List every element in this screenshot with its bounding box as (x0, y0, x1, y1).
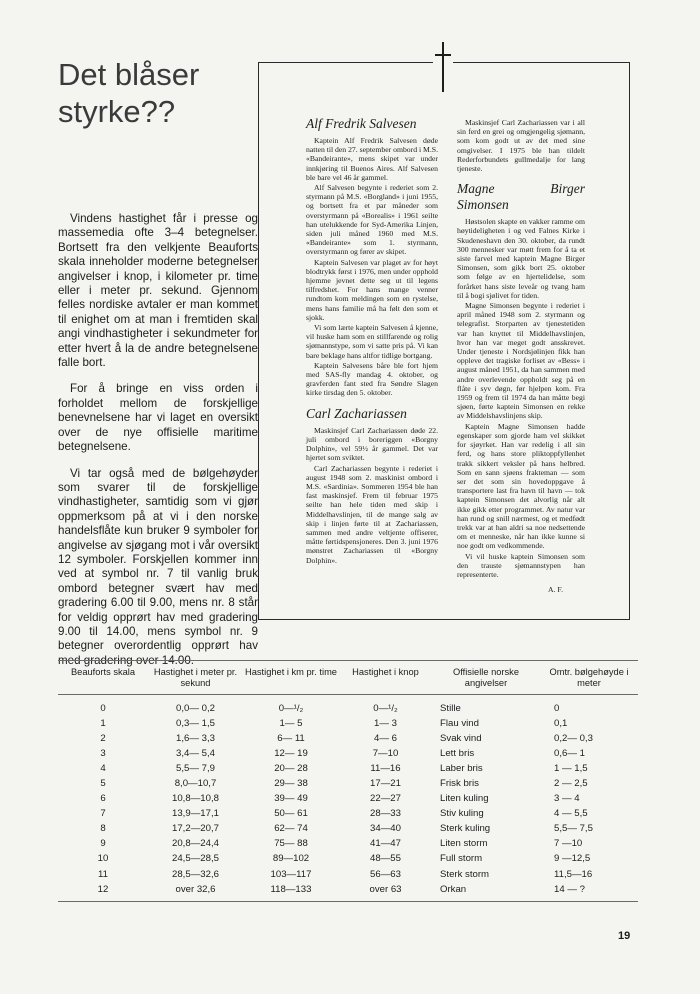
obituary-column-left (306, 116, 438, 566)
table-cell: 6 (100, 793, 106, 805)
table-cell: 8,0—10,7 (174, 778, 217, 790)
table-cell: 56—63 (370, 868, 401, 880)
table-cell: 24,5—28,5 (172, 853, 219, 865)
obituary-name: Magne Birger Simonsen (457, 181, 585, 213)
table-row (58, 731, 638, 746)
table-cell: 17—21 (370, 778, 401, 790)
table-cell: 118—133 (243, 882, 339, 902)
table-cell: 14 — ? (540, 882, 638, 902)
table-cell: 0—¹/₂ (278, 703, 304, 714)
obituary-paragraph: Maskinsjef Carl Zachariassen døde 22. juli ombord i boreriggen «Borgny Dolphin», vel 59½ år gammel. Det var hjertet som sviktet. (306, 425, 438, 463)
table-cell: 9 —12,5 (554, 853, 591, 865)
table-cell: 0,1 (554, 718, 568, 730)
table-cell: 28,5—32,6 (172, 868, 219, 880)
table-cell: Orkan (432, 882, 540, 902)
table-cell: 7 —10 (554, 838, 583, 850)
column-header: Omtr. bølgehøyde i meter (549, 667, 629, 688)
table-cell: 29— 38 (274, 778, 308, 790)
obituary-paragraph: Alf Salvesen begynte i rederiet som 2. styrmann på M.S. «Borgland» i juni 1955, og bortsett fra et par måneder som overstyrmann på «Borealis» i 1961 seilte han utelukkende for Syd-Amerika Linjen, siden juli måned 1960 med M.S. «Bandeirante» som 1. styrmann, overstyrmann og fører av skipet. (306, 183, 438, 257)
article-title: Det blåser styrke?? (58, 57, 200, 129)
table-cell: Flau vind (440, 718, 479, 730)
table-cell: 9 (100, 838, 106, 850)
table-cell: Stiv kuling (440, 808, 484, 820)
table-cell: 4 — 5,5 (554, 808, 588, 820)
page-number: 19 (618, 930, 631, 942)
table-cell: 48—55 (370, 853, 401, 865)
table-cell: 41—47 (370, 838, 401, 850)
table-cell: 89—102 (272, 853, 310, 865)
table-row (58, 851, 638, 866)
table-cell: 11,5—16 (554, 868, 593, 880)
table-cell: 5,5— 7,9 (176, 763, 215, 775)
article-paragraph: For å bringe en viss orden i forholdet mellom de forskjellige benevnelsene har vi laget en oversikt over de nye offisielle maritime betegnelsene. (58, 382, 258, 454)
obituary-paragraph: Kaptein Salvesen var plaget av for høyt blodtrykk først i 1976, men under opphold hjemme jevnet dette seg ut til legens tilfredshet. For hans mange venner rundtom kom meldingen som en rystelse, mens hans familie må ha følt den som et sjokk. (306, 257, 438, 322)
obituary-column-right (457, 118, 585, 594)
table-row (58, 695, 638, 717)
table-cell: 62— 74 (274, 823, 308, 835)
column-header: Hastighet i km pr. time (245, 667, 337, 677)
column-header: Hastighet i meter pr. sekund (153, 667, 238, 688)
table-cell: 12— 19 (274, 748, 308, 760)
table-row (58, 836, 638, 851)
table-cell: Sterk storm (440, 868, 490, 880)
table-cell: 17,2—20,7 (172, 823, 219, 835)
table-cell: 13,9—17,1 (172, 808, 219, 820)
table-cell: 34—40 (370, 823, 401, 835)
table-cell: 7 (100, 808, 106, 820)
table-row (58, 776, 638, 791)
obituary-paragraph: Vi som lærte kaptein Salvesen å kjenne, vil huske ham som en stillfarende og rolig sjømannstype, som vi satte pris på. Vi kan bare beklage hans altfor tidlige bortgang. (306, 323, 438, 360)
table-cell: 1— 3 (374, 718, 397, 730)
table-cell: 0 (100, 703, 106, 714)
table-cell: 20— 28 (274, 763, 308, 775)
table-cell: 3,4— 5,4 (176, 748, 215, 760)
obituary-paragraph: Magne Simonsen begynte i rederiet i april måned 1948 som 2. styrmann og telegrafist. Storparten av tjenestetiden var han knyttet til Middelhavslinjen, hvor han var meget godt ansskrevet. Under tjeneste i Nordsjølinjen fikk han oppleve det tragiske forliset av «Bess» i august måned 1951, da han sammen med andre overlevende oppholdt seg på en flåte i syv døgn, før hjelpen kom. Fra 1959 og frem til 1974 da han måtte begi sjøen, førte kaptein Simonsen en rekke av Middelshavslinjens skip. (457, 301, 585, 421)
table-cell: 4 (100, 763, 106, 775)
table-cell: Svak vind (440, 733, 482, 745)
table-cell: 103—117 (270, 868, 312, 880)
table-row (58, 867, 638, 882)
table-cell: 1— 5 (279, 718, 303, 730)
table-cell: over 32,6 (148, 882, 243, 902)
table-cell: 0—¹/₂ (373, 703, 398, 714)
table-cell: 1 (100, 718, 106, 730)
obituary-paragraph: Maskinsjef Carl Zachariassen var i all sin ferd en grei og omgjengelig sjømann, som kom godt ut av det med sine omgivelser. I 1975 ble han tildelt Rederforbundets gullmedalje for lang tjeneste. (457, 118, 585, 174)
table-cell: 5 (100, 778, 106, 790)
obituary-paragraph: Vi vil huske kaptein Simonsen som den trauste sjømannstypen han representerte. (457, 551, 585, 579)
table-cell: over 63 (339, 882, 432, 902)
table-cell: Liten storm (440, 838, 488, 850)
table-cell: 1,6— 3,3 (176, 733, 215, 745)
table-cell: 8 (100, 823, 106, 835)
table-cell: Full storm (440, 853, 483, 865)
obituary-name: Carl Zachariassen (306, 405, 407, 421)
table-cell: Stille (440, 703, 461, 714)
table-cell: 10,8—10,8 (172, 793, 219, 805)
table-cell: 0 (554, 703, 560, 714)
obituary-paragraph: Carl Zachariassen begynte i rederiet i august 1948 som 2. maskinist ombord i M.S. «Sardinia». Sommeren 1954 ble han fast maskinsjef. Frem til februar 1975 seilte han hele tiden med skip i Middelhavslinjen, til de mange salg av skip i linjen førte til at Zachariassen, sammen med andre veltjente offiserer, måtte førtidspensjoneres. Den 3. juni 1976 mønstret Zachariassen til «Borgny Dolphin». (306, 463, 438, 565)
cross-icon (433, 42, 453, 92)
table-cell: 3 (100, 748, 106, 760)
table-row (58, 746, 638, 761)
table-cell: 2 — 2,5 (554, 778, 588, 790)
table-cell: 0,0— 0,2 (176, 703, 215, 714)
table-cell: 22—27 (370, 793, 401, 805)
obituary-paragraph: Kaptein Magne Simonsen hadde egenskaper som gjorde ham vel skikket for sjøyrket. Han var redelig i all sin ferd, og hans store pliktoppfyllenhet trakk sikkert veksler på hans helbred. Som en sann sjøens frakteman — som ser det som sin hovedoppgave å transportere last fra havn til havn — tok kaptein Simonsen det alvorlig når alt ikke gikk etter programmet. Av natur var han rund og snill nærmest, og et medfødt trekk var at han aldri sa noe nedsettende om et menneske, når han ikke kunne si noe godt om vedkommende. (457, 421, 585, 551)
table-row (58, 791, 638, 806)
table-header-row (58, 661, 638, 695)
article-paragraph: Vindens hastighet får i presse og massemedia ofte 3–4 betegnelser. Bortsett fra den velkjente Beauforts skala inneholder moderne betegnelser angivelser i knop, i kilometer pr. time eller i meter pr. sekund. Gjennom felles nordiske avtaler er man kommet til enighet om at man i fremtiden skal angi vindhastigheter i sekundmeter for etter hvert å la de andre betegnelsene falle bort. (58, 212, 258, 370)
table-cell: Lett bris (440, 748, 475, 760)
table-cell: 11—16 (370, 763, 401, 775)
obituary-name: Alf Fredrik Salvesen (306, 116, 417, 131)
table-cell: 75— 88 (274, 838, 308, 850)
table-cell: 0,6— 1 (554, 748, 585, 760)
column-header: Offisielle norske angivelser (453, 667, 519, 688)
obituary-paragraph: Kaptein Alf Fredrik Salvesen døde natten til den 27. september ombord i M.S. «Bandeirante», mens skipet var under innkjøring til Buenos Aires. Alf Salvesen ble bare vel 46 år gammel. (306, 136, 438, 182)
table-cell: 5,5— 7,5 (554, 823, 593, 835)
article-body (58, 212, 258, 680)
table-cell: 3 — 4 (554, 793, 580, 805)
table-row (58, 761, 638, 776)
table-cell: 1 — 1,5 (554, 763, 588, 775)
obituary-paragraph: Kaptein Salvesens båre ble fort hjem med SAS-fly mandag 4. oktober, og gravferden fant sted fra Søndre Slagen kirke tirsdag den 5. oktober. (306, 360, 438, 398)
table-cell: Liten kuling (440, 793, 489, 805)
table-cell: 0,3— 1,5 (176, 718, 215, 730)
table-cell: 6— 11 (277, 733, 305, 745)
table-cell: Sterk kuling (440, 823, 491, 835)
table-row (58, 882, 638, 902)
table-cell: 12 (58, 882, 148, 902)
table-cell: 0,2— 0,3 (554, 733, 593, 745)
table-cell: 39— 49 (274, 793, 308, 805)
table-cell: 20,8—24,4 (172, 838, 219, 850)
table-cell: 7—10 (372, 748, 399, 760)
table-cell: 28—33 (370, 808, 401, 820)
table-row (58, 821, 638, 836)
obituary-paragraph: Høstsolen skapte en vakker ramme om høytideligheten i og ved Falnes Kirke i Skudeneshavn den 30. oktober, da rundt 300 mennesker var møtt frem for å ta et siste farvel med kaptein Magne Birger Simonsen, som gikk bort 25. oktober som følge av en hjertelidelse, som forårket hans siste leveår og tvang ham til å bogi sjølivet for tiden. (457, 217, 585, 300)
table-cell: 11 (98, 868, 108, 880)
beaufort-table (58, 660, 638, 912)
column-header: Hastighet i knop (352, 667, 419, 677)
table-cell: Laber bris (440, 763, 483, 775)
obituary-signature: A. F. (548, 585, 563, 595)
table-cell: 50— 61 (274, 808, 308, 820)
table-cell: 2 (100, 733, 106, 745)
column-header: Beauforts skala (70, 667, 136, 677)
table-cell: Frisk bris (440, 778, 479, 790)
table-cell: 10 (97, 853, 109, 865)
table-row (58, 806, 638, 821)
table-row (58, 716, 638, 731)
article-paragraph: Vi tar også med de bølgehøyder som svarer til de forskjellige vindhastigheter, samtidig som vi gjør oppmerksom på at vi i den norske handelsflåte kun bruker 9 symboler for angivelse av sjøgang mot i vår oversikt 12 symboler. Forskjellen kommer inn ved at symbol nr. 7 til vanlig bruk ombord betegner svært hav med gradering 6.00 til 9.00, mens nr. 8 står for veldig opprørt hav med gradering 9.00 til 14.00, mens symbol nr. 9 betegner overordentlig opprørt hav med gradering over 14.00. (58, 466, 258, 667)
table-cell: 4— 6 (374, 733, 397, 745)
